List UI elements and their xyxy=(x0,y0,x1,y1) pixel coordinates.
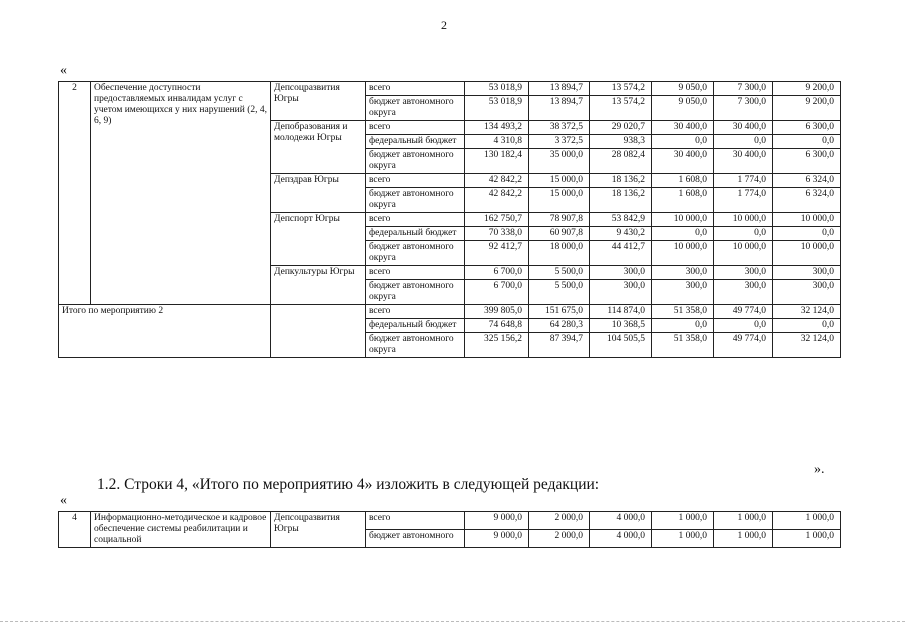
amount-cell: 300,0 xyxy=(773,266,841,280)
amount-cell: 51 358,0 xyxy=(652,305,714,319)
amount-cell: 114 874,0 xyxy=(590,305,652,319)
amount-cell: 15 000,0 xyxy=(529,188,590,213)
amount-cell: 104 505,5 xyxy=(590,333,652,358)
budget-table-event-2 xyxy=(58,81,841,358)
amount-cell: 300,0 xyxy=(773,280,841,305)
amount-cell: 13 574,2 xyxy=(590,82,652,96)
amount-cell: 13 894,7 xyxy=(529,96,590,121)
amount-cell: 1 000,0 xyxy=(773,530,841,548)
amount-cell: 10 000,0 xyxy=(652,213,714,227)
amount-cell: 162 750,7 xyxy=(465,213,529,227)
amount-cell: 4 000,0 xyxy=(590,530,652,548)
amount-cell: 1 608,0 xyxy=(652,174,714,188)
amount-cell: 130 182,4 xyxy=(465,149,529,174)
amount-cell: 70 338,0 xyxy=(465,227,529,241)
amount-cell: 2 000,0 xyxy=(529,530,590,548)
amount-cell: 10 000,0 xyxy=(773,213,841,227)
amount-cell: 0,0 xyxy=(652,227,714,241)
amount-cell: 51 358,0 xyxy=(652,333,714,358)
closing-quote: ». xyxy=(814,462,825,477)
amount-cell: 6 324,0 xyxy=(773,188,841,213)
amount-cell: 35 000,0 xyxy=(529,149,590,174)
funding-source-cell: бюджет автономного округа xyxy=(366,333,465,358)
amount-cell: 9 200,0 xyxy=(773,96,841,121)
amount-cell: 4 310,8 xyxy=(465,135,529,149)
total-row xyxy=(59,305,841,319)
amount-cell: 53 018,9 xyxy=(465,96,529,121)
amount-cell: 1 000,0 xyxy=(652,530,714,548)
amount-cell: 78 907,8 xyxy=(529,213,590,227)
executor-cell: Депкультуры Югры xyxy=(271,266,366,305)
funding-source-cell: бюджет автономного округа xyxy=(366,188,465,213)
amount-cell: 300,0 xyxy=(652,280,714,305)
executor-cell: Депсоцразвития Югры xyxy=(271,512,366,548)
funding-source-cell: всего xyxy=(366,121,465,135)
amount-cell: 2 000,0 xyxy=(529,512,590,530)
total-executor-cell xyxy=(271,305,366,358)
amount-cell: 18 136,2 xyxy=(590,188,652,213)
amount-cell: 300,0 xyxy=(714,266,773,280)
amount-cell: 9 430,2 xyxy=(590,227,652,241)
amount-cell: 10 000,0 xyxy=(714,241,773,266)
funding-source-cell: федеральный бюджет xyxy=(366,319,465,333)
amount-cell: 9 000,0 xyxy=(465,530,529,548)
amount-cell: 0,0 xyxy=(773,319,841,333)
amount-cell: 44 412,7 xyxy=(590,241,652,266)
amount-cell: 6 700,0 xyxy=(465,266,529,280)
amount-cell: 9 200,0 xyxy=(773,82,841,96)
opening-quote-1: « xyxy=(60,63,67,78)
amount-cell: 6 300,0 xyxy=(773,121,841,135)
funding-source-cell: бюджет автономного округа xyxy=(366,280,465,305)
amount-cell: 0,0 xyxy=(714,319,773,333)
funding-source-cell: бюджет автономного округа xyxy=(366,96,465,121)
page-number: 2 xyxy=(441,18,447,32)
amount-cell: 3 372,5 xyxy=(529,135,590,149)
amount-cell: 300,0 xyxy=(652,266,714,280)
table-row xyxy=(59,82,841,96)
amount-cell: 0,0 xyxy=(652,319,714,333)
amount-cell: 5 500,0 xyxy=(529,266,590,280)
amount-cell: 0,0 xyxy=(714,227,773,241)
amount-cell: 6 700,0 xyxy=(465,280,529,305)
amount-cell: 938,3 xyxy=(590,135,652,149)
amount-cell: 30 400,0 xyxy=(652,149,714,174)
amount-cell: 5 500,0 xyxy=(529,280,590,305)
amount-cell: 10 000,0 xyxy=(652,241,714,266)
amount-cell: 38 372,5 xyxy=(529,121,590,135)
amount-cell: 64 280,3 xyxy=(529,319,590,333)
amount-cell: 1 608,0 xyxy=(652,188,714,213)
amount-cell: 1 000,0 xyxy=(714,530,773,548)
amount-cell: 28 082,4 xyxy=(590,149,652,174)
table-row xyxy=(59,512,841,530)
amount-cell: 10 368,5 xyxy=(590,319,652,333)
funding-source-cell: федеральный бюджет xyxy=(366,227,465,241)
row-number-cell: 4 xyxy=(59,512,91,548)
amount-cell: 87 394,7 xyxy=(529,333,590,358)
amount-cell: 151 675,0 xyxy=(529,305,590,319)
amount-cell: 134 493,2 xyxy=(465,121,529,135)
amount-cell: 30 400,0 xyxy=(714,149,773,174)
amount-cell: 0,0 xyxy=(714,135,773,149)
funding-source-cell: бюджет автономного округа xyxy=(366,241,465,266)
executor-cell: Депсоцразвития Югры xyxy=(271,82,366,121)
amount-cell: 1 000,0 xyxy=(652,512,714,530)
executor-cell: Депобразования и молодежи Югры xyxy=(271,121,366,174)
funding-source-cell: всего xyxy=(366,266,465,280)
amount-cell: 18 136,2 xyxy=(590,174,652,188)
amount-cell: 30 400,0 xyxy=(652,121,714,135)
amount-cell: 0,0 xyxy=(773,135,841,149)
amount-cell: 300,0 xyxy=(590,280,652,305)
amount-cell: 300,0 xyxy=(714,280,773,305)
amount-cell: 10 000,0 xyxy=(773,241,841,266)
amount-cell: 15 000,0 xyxy=(529,174,590,188)
amount-cell: 53 018,9 xyxy=(465,82,529,96)
amount-cell: 18 000,0 xyxy=(529,241,590,266)
amount-cell: 42 842,2 xyxy=(465,174,529,188)
amount-cell: 1 774,0 xyxy=(714,188,773,213)
funding-source-cell: бюджет автономного xyxy=(366,530,465,548)
budget-table-event-4 xyxy=(58,511,841,548)
funding-source-cell: всего xyxy=(366,82,465,96)
section-heading: 1.2. Строки 4, «Итого по мероприятию 4» изложить в следующей редакции: xyxy=(97,476,600,493)
amount-cell: 53 842,9 xyxy=(590,213,652,227)
amount-cell: 30 400,0 xyxy=(714,121,773,135)
row-number-cell: 2 xyxy=(59,82,91,305)
amount-cell: 1 774,0 xyxy=(714,174,773,188)
amount-cell: 60 907,8 xyxy=(529,227,590,241)
amount-cell: 325 156,2 xyxy=(465,333,529,358)
funding-source-cell: бюджет автономного округа xyxy=(366,149,465,174)
amount-cell: 49 774,0 xyxy=(714,333,773,358)
amount-cell: 10 000,0 xyxy=(714,213,773,227)
executor-cell: Депздрав Югры xyxy=(271,174,366,213)
event-name-cell: Обеспечение доступности предоставляемых инвалидам услуг с учетом имеющихся у них нарушений (2, 4, 6, 9) xyxy=(91,82,271,305)
amount-cell: 9 050,0 xyxy=(652,82,714,96)
amount-cell: 42 842,2 xyxy=(465,188,529,213)
amount-cell: 300,0 xyxy=(590,266,652,280)
total-label-cell: Итого по мероприятию 2 xyxy=(59,305,271,358)
event-name-cell: Информационно-методическое и кадровое обеспечение системы реабилитации и социальной xyxy=(91,512,271,548)
amount-cell: 13 894,7 xyxy=(529,82,590,96)
amount-cell: 9 000,0 xyxy=(465,512,529,530)
amount-cell: 92 412,7 xyxy=(465,241,529,266)
opening-quote-2: « xyxy=(60,493,67,508)
amount-cell: 29 020,7 xyxy=(590,121,652,135)
page-bottom-edge xyxy=(0,621,905,622)
amount-cell: 4 000,0 xyxy=(590,512,652,530)
funding-source-cell: всего xyxy=(366,305,465,319)
amount-cell: 9 050,0 xyxy=(652,96,714,121)
amount-cell: 0,0 xyxy=(652,135,714,149)
funding-source-cell: всего xyxy=(366,512,465,530)
amount-cell: 32 124,0 xyxy=(773,333,841,358)
amount-cell: 1 000,0 xyxy=(773,512,841,530)
amount-cell: 7 300,0 xyxy=(714,96,773,121)
funding-source-cell: федеральный бюджет xyxy=(366,135,465,149)
amount-cell: 13 574,2 xyxy=(590,96,652,121)
amount-cell: 0,0 xyxy=(773,227,841,241)
amount-cell: 7 300,0 xyxy=(714,82,773,96)
funding-source-cell: всего xyxy=(366,213,465,227)
executor-cell: Депспорт Югры xyxy=(271,213,366,266)
amount-cell: 6 324,0 xyxy=(773,174,841,188)
amount-cell: 32 124,0 xyxy=(773,305,841,319)
amount-cell: 49 774,0 xyxy=(714,305,773,319)
amount-cell: 399 805,0 xyxy=(465,305,529,319)
funding-source-cell: всего xyxy=(366,174,465,188)
amount-cell: 74 648,8 xyxy=(465,319,529,333)
amount-cell: 6 300,0 xyxy=(773,149,841,174)
amount-cell: 1 000,0 xyxy=(714,512,773,530)
